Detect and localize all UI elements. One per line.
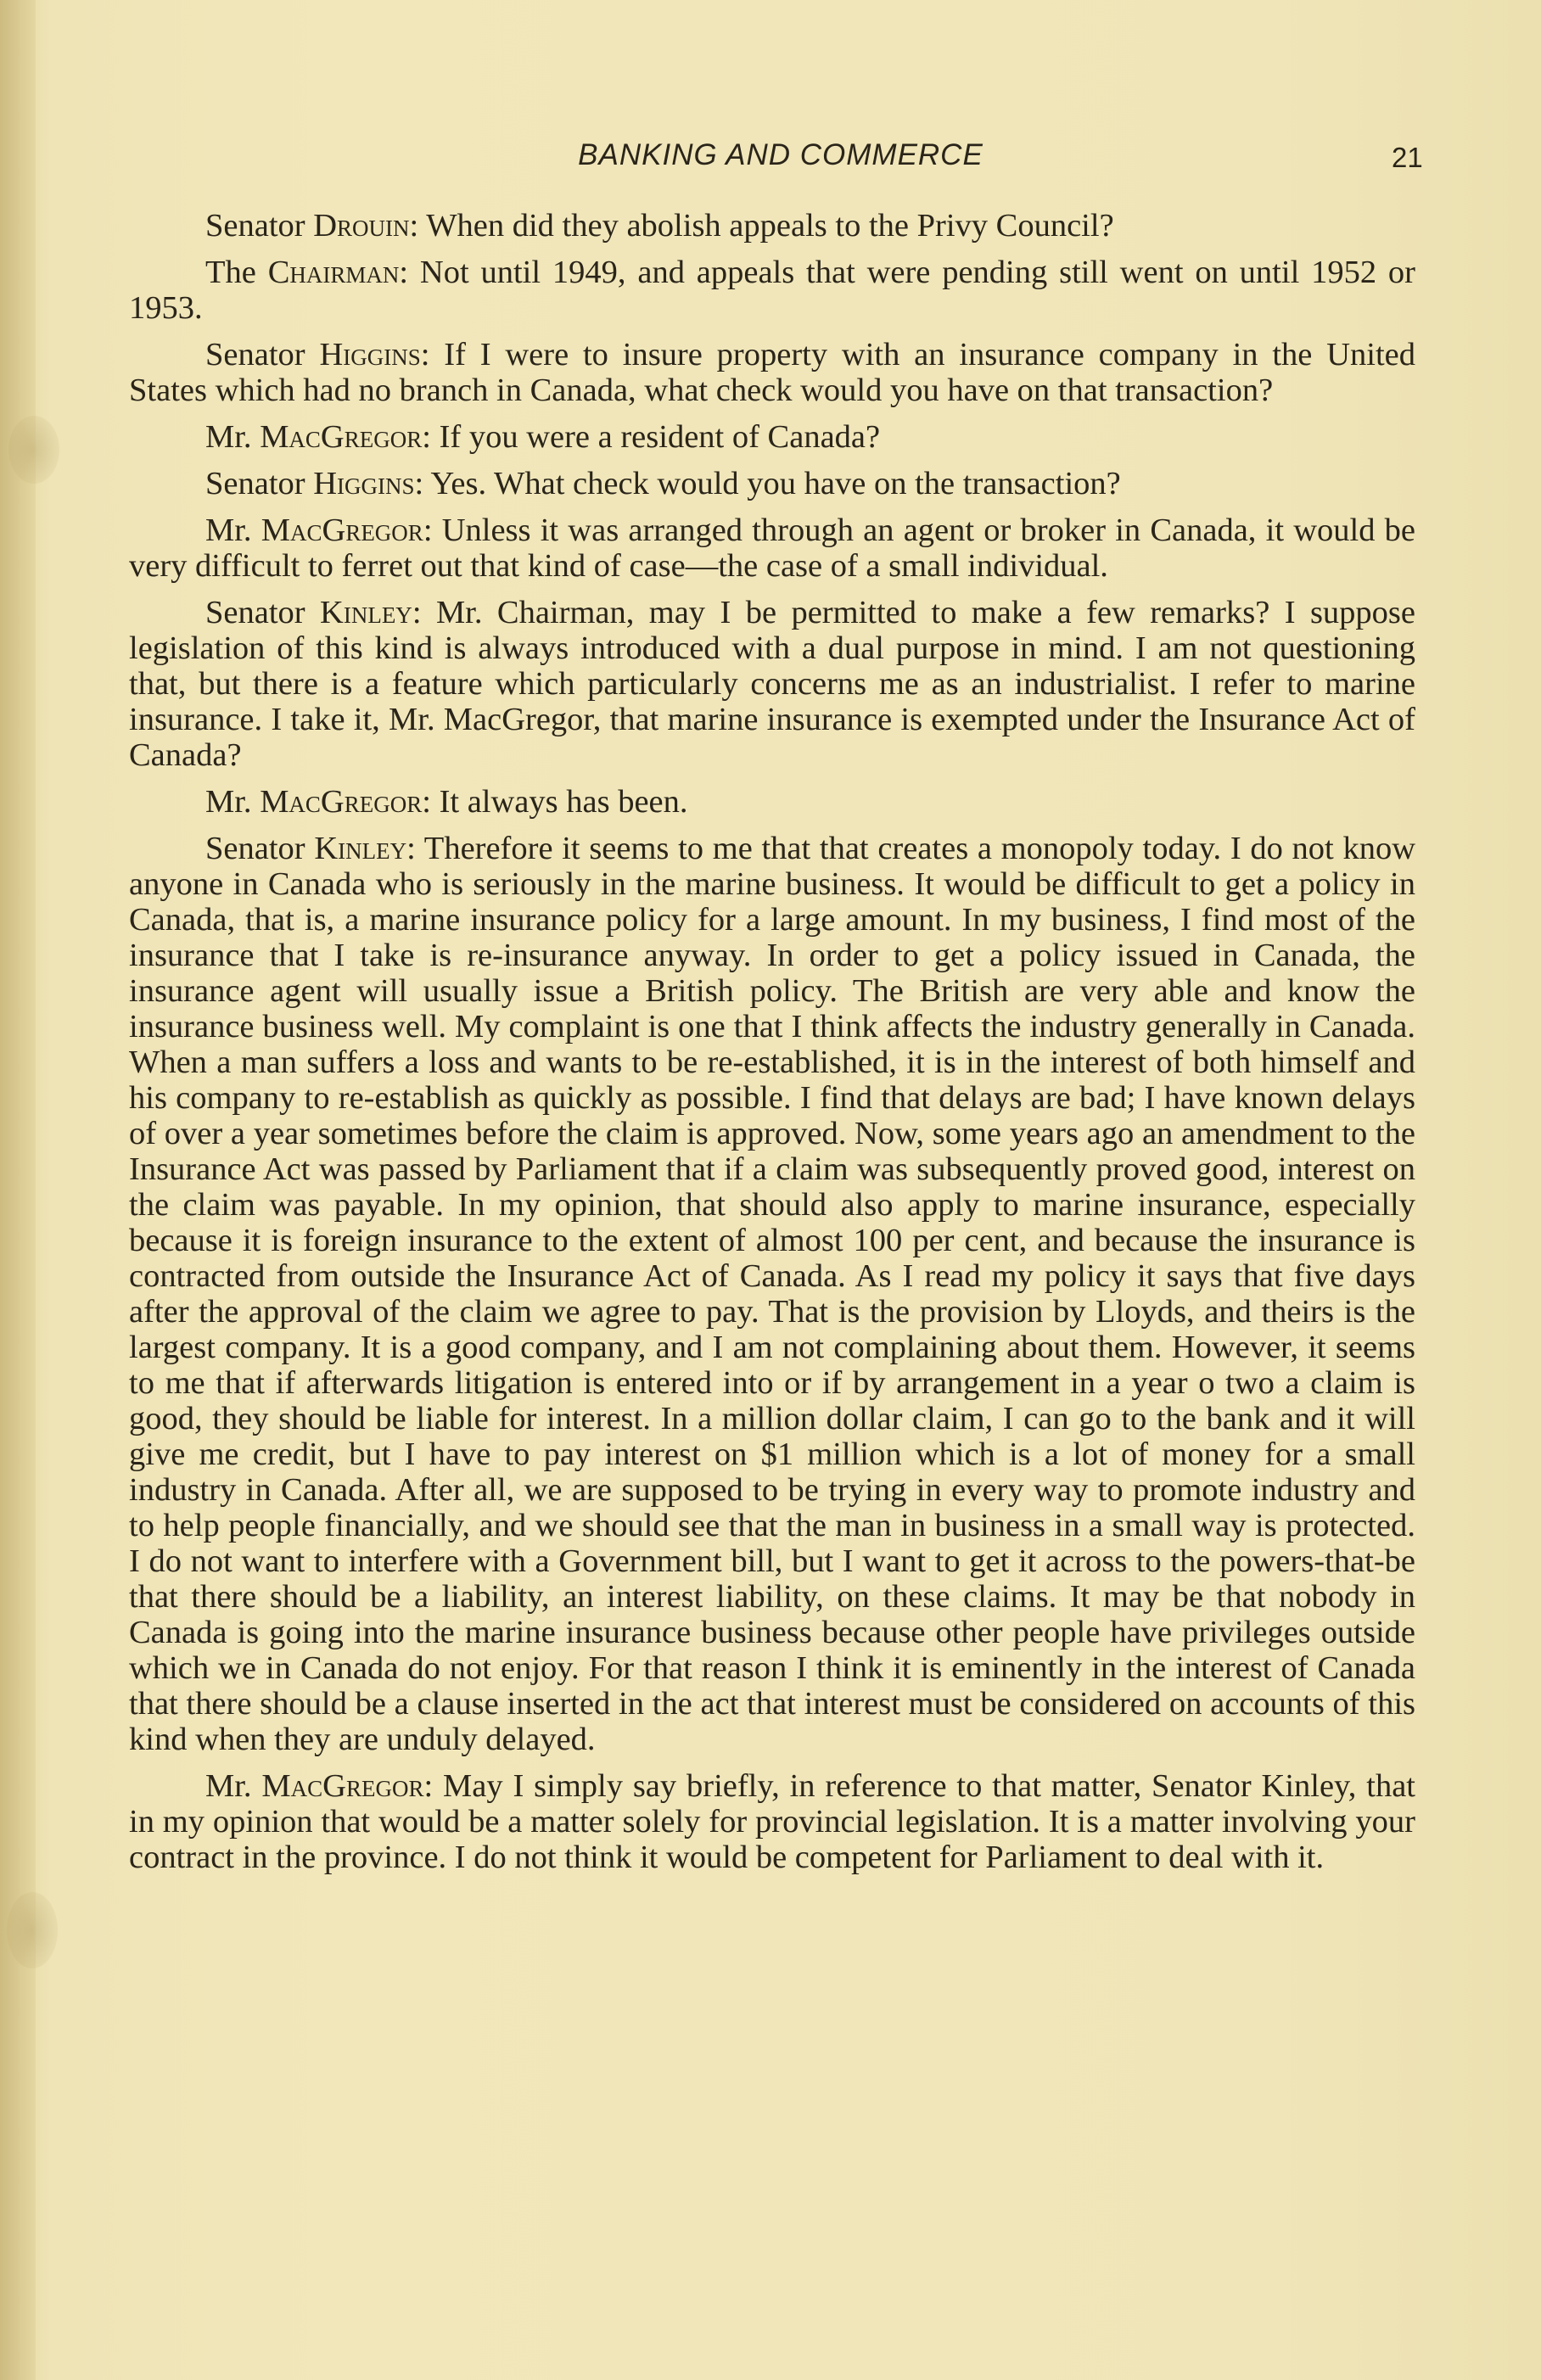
speech-text: Therefore it seems to me that that creates a monopoly today. I do not know anyone in Canada who is seriously in the marine business. It would be difficult to get a policy in Canada, that is, a marine insurance policy for a large amount. In my business, I find most of the insurance that I take is re-insurance anyway. In order to get a policy issued in Canada, the insurance agent will usually issue a British policy. The British are very able and know the insurance business well. My complaint is one that I think affects the industry generally in Canada. When a man suffers a loss and wants to be re-established, it is in the interest of both himself and his company to re-establish as quickly as possible. I find that delays are bad; I have known delays of over a year sometimes before the claim is approved. Now, some years ago an amendment to the Insurance Act was passed by Parliament that if a claim was subsequently proved good, interest on the claim was payable. In my opinion, that should also apply to marine insurance, especially because it is foreign insurance to the extent of almost 100 per cent, and because the insurance is contracted from outside the Insurance Act of Canada. As I read my policy it says that five days after the approval of the claim we agree to pay. That is the provision by Lloyds, and theirs is the largest company. It is a good company, and I am not complaining about them. However, it seems to me that if afterwards litigation is entered into or if by arrangement in a year o two a claim is good, they should be liable for interest. In a million dollar claim, I can go to the bank and it will give me credit, but I have to pay interest on $1 million which is a lot of money for a small industry in Canada. After all, we are supposed to be trying in every way to promote industry and to help people financially, and we should see that the man in business in a small way is protected. I do not want to interfere with a Government bill, but I want to get it across to the powers-that-be that there should be a liability, an interest liability, on these claims. It may be that nobody in Canada is going into the marine insurance business because other people have privileges outside which we in Canada do not enjoy. For that reason I think it is eminently in the interest of Canada that there should be a clause inserted in the act that interest must be considered on accounts of this kind when they are unduly delayed. — [129, 831, 1416, 1757]
speech-text: Yes. What check would you have on the transaction? — [430, 466, 1121, 501]
binding-shadow — [0, 0, 36, 2380]
speaker-name: Kinley — [314, 831, 407, 866]
speaker-title: The — [205, 255, 256, 290]
paper-stain — [7, 1892, 58, 1968]
speech-paragraph: The Chairman: Not until 1949, and appeals that were pending still went on until 1952 or 1953. — [129, 255, 1415, 326]
speech-text: When did they abolish appeals to the Privy Council? — [426, 208, 1114, 244]
speech-paragraph: Senator Higgins: Yes. What check would you have on the transaction? — [205, 466, 1121, 501]
speech-paragraph: Senator Kinley: Therefore it seems to me that that creates a monopoly today. I do not know anyone in Canada who is seriously in the marine business. It would be difficult to get a policy in Canada, that is, a marine insurance policy for a large amount. In my business, I find most of the insurance that I take is re-insurance anyway. In order to get a policy issued in Canada, the insurance agent will usually issue a British policy. The British are very able and know the insurance business well. My complaint is one that I think affects the industry generally in Canada. When a man suffers a loss and wants to be re-established, it is in the interest of both himself and his company to re-establish as quickly as possible. I find that delays are bad; I have known delays of over a year sometimes before the claim is approved. Now, some years ago an amendment to the Insurance Act was passed by Parliament that if a claim was subsequently proved good, interest on the claim was payable. In my opinion, that should also apply to marine insurance, especially because it is foreign insurance to the extent of almost 100 per cent, and because the insurance is contracted from outside the Insurance Act of Canada. As I read my policy it says that five days after the approval of the claim we agree to pay. That is the provision by Lloyds, and theirs is the largest company. It is a good company, and I am not complaining about them. However, it seems to me that if afterwards litigation is entered into or if by arrangement in a year o two a claim is good, they should be liable for interest. In a million dollar claim, I can go to the bank and it will give me credit, but I have to pay interest on $1 million which is a lot of money for a small industry in Canada. After all, we are supposed to be trying in every way to promote industry and to help people financially, and we should see that the man in business in a small way is protected. I do not want to interfere with a Government bill, but I want to get it across to the powers-that-be that there should be a liability, an interest liability, on these claims. It may be that nobody in Canada is going into the marine insurance business because other people have privileges outside which we in Canada do not enjoy. For that reason I think it is eminently in the interest of Canada that there should be a clause inserted in the act that interest must be considered on accounts of this kind when they are unduly delayed. — [129, 831, 1416, 1757]
speaker-title: Senator — [205, 831, 305, 866]
speaker-name: MacGregor — [261, 1768, 424, 1804]
speech-paragraph: Senator Higgins: If I were to insure property with an insurance company in the United States which had no branch in Canada, what check would you have on that transaction? — [129, 337, 1415, 408]
speaker-title: Senator — [205, 595, 305, 630]
speaker-name: Chairman — [267, 255, 400, 290]
paper-stain — [8, 416, 59, 484]
speech-paragraph: Senator Kinley: Mr. Chairman, may I be permitted to make a few remarks? I suppose legislation of this kind is always introduced with a dual purpose in mind. I am not questioning that, but there is a feature which particularly concerns me as an industrialist. I refer to marine insurance. I take it, Mr. MacGregor, that marine insurance is exempted under the Insurance Act of Canada? — [129, 595, 1416, 773]
speaker-title: Senator — [205, 466, 305, 501]
speaker-name: MacGregor — [260, 784, 423, 820]
page-header — [0, 138, 1541, 181]
running-head: BANKING AND COMMERCE — [578, 138, 983, 171]
speech-text: Not until 1949, and appeals that were pending still went on until 1952 or 1953. — [129, 255, 1415, 326]
speaker-title: Mr. — [205, 419, 252, 455]
speech-text: May I simply say briefly, in reference to that matter, Senator Kinley, that in my opinion that would be a matter solely for provincial legislation. It is a matter involving your contract in the province. I do not think it would be competent for Parliament to deal with it. — [129, 1768, 1416, 1875]
speaker-name: Drouin — [313, 208, 410, 244]
speech-paragraph: Mr. MacGregor: May I simply say briefly, in reference to that matter, Senator Kinley, that in my opinion that would be a matter solely for provincial legislation. It is a matter involving your contract in the province. I do not think it would be competent for Parliament to deal with it. — [129, 1768, 1416, 1875]
speech-text: Unless it was arranged through an agent or broker in Canada, it would be very difficult to ferret out that kind of case—the case of a small individual. — [129, 512, 1415, 584]
speaker-title: Senator — [205, 208, 305, 244]
speaker-name: Higgins — [313, 466, 415, 501]
speaker-title: Senator — [205, 337, 305, 372]
speech-paragraph: Mr. MacGregor: If you were a resident of Canada? — [205, 419, 881, 455]
speaker-title: Mr. — [205, 512, 252, 548]
speaker-name: MacGregor — [260, 419, 423, 455]
speaker-title: Mr. — [205, 1768, 252, 1804]
speech-text: If you were a resident of Canada? — [439, 419, 881, 455]
speaker-name: Higgins — [319, 337, 421, 372]
speech-text: It always has been. — [439, 784, 688, 820]
speaker-name: MacGregor — [261, 512, 423, 548]
speech-paragraph: Mr. MacGregor: It always has been. — [205, 784, 688, 820]
speech-paragraph: Senator Drouin: When did they abolish appeals to the Privy Council? — [205, 208, 1114, 244]
speech-text: Mr. Chairman, may I be permitted to make a few remarks? I suppose legislation of this kind is always introduced with a dual purpose in mind. I am not questioning that, but there is a feature which particularly concerns me as an industrialist. I refer to marine insurance. I take it, Mr. MacGregor, that marine insurance is exempted under the Insurance Act of Canada? — [129, 595, 1416, 773]
speaker-name: Kinley — [320, 595, 412, 630]
transcript-body — [129, 208, 1415, 1886]
speaker-title: Mr. — [205, 784, 252, 820]
speech-text: If I were to insure property with an insurance company in the United States which had no branch in Canada, what check would you have on that transaction? — [129, 337, 1415, 408]
speech-paragraph: Mr. MacGregor: Unless it was arranged through an agent or broker in Canada, it would be very difficult to ferret out that kind of case—the case of a small individual. — [129, 512, 1415, 584]
page-number: 21 — [1392, 142, 1423, 173]
